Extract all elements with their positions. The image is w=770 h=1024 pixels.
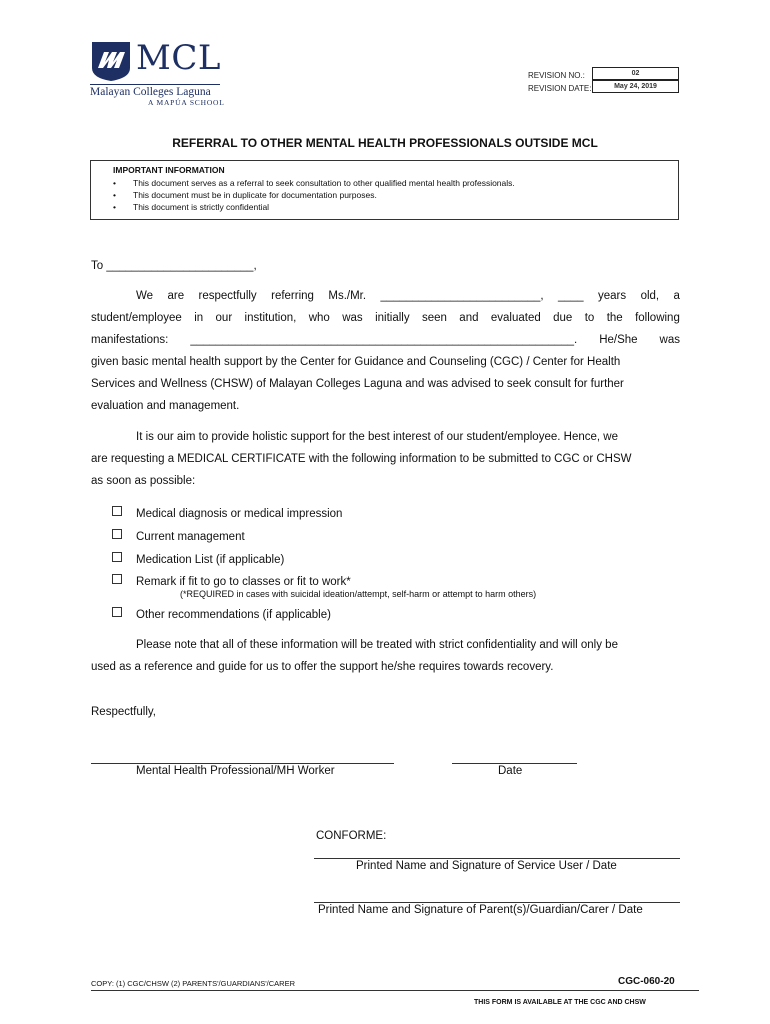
- word: was: [342, 312, 363, 324]
- word: We: [136, 290, 154, 302]
- mh-worker-label: Mental Health Professional/MH Worker: [136, 765, 335, 777]
- word: years: [598, 290, 627, 302]
- conforme-label: CONFORME:: [316, 830, 387, 842]
- word: the: [606, 312, 623, 324]
- checkbox[interactable]: [112, 552, 122, 562]
- revision-no-value: 02: [592, 67, 679, 80]
- checklist-label: Remark if fit to go to classes or fit to work*: [136, 576, 351, 588]
- checklist-label: Medical diagnosis or medical impression: [136, 508, 343, 520]
- info-item: • This document is strictly confidential: [133, 202, 269, 212]
- checkbox[interactable]: [112, 506, 122, 516]
- checklist-label: Other recommendations (if applicable): [136, 609, 331, 621]
- paragraph-1-line-6: evaluation and management.: [91, 400, 240, 412]
- word: ____________________________________________________________.: [190, 334, 578, 346]
- paragraph-2-line-2: are requesting a MEDICAL CERTIFICATE with the following information to be submitted to CGC or CHSW: [91, 453, 632, 465]
- checkbox[interactable]: [112, 529, 122, 539]
- checklist-label: Medication List (if applicable): [136, 554, 285, 566]
- footer-divider: [91, 990, 699, 991]
- word: referring: [271, 290, 314, 302]
- checklist-item-fit-remark[interactable]: [112, 574, 351, 588]
- word: our: [215, 312, 233, 324]
- word: student/employee: [91, 312, 182, 324]
- info-item: • This document serves as a referral to seek consultation to other qualified mental health professionals.: [133, 178, 515, 188]
- paragraph-3-line-2: used as a reference and guide for us to offer the support he/she requires towards recovery.: [91, 661, 554, 673]
- word: seen: [421, 312, 447, 324]
- word: who: [308, 312, 330, 324]
- word: respectfully: [198, 290, 257, 302]
- paragraph-1-line-5: Services and Wellness (CHSW) of Malayan Colleges Laguna and was advised to seek consult for further: [91, 378, 624, 390]
- paragraph-2-line-1: It is our aim to provide holistic support for the best interest of our student/employee. Hence, we: [136, 431, 618, 443]
- school-logo: [90, 40, 230, 106]
- word: and: [459, 312, 479, 324]
- checklist-label: Current management: [136, 531, 245, 543]
- closing: Respectfully,: [91, 706, 156, 718]
- paragraph-3-line-1: Please note that all of these information will be treated with strict confidentiality and will only be: [136, 639, 618, 651]
- word: initially: [375, 312, 410, 324]
- word: following: [635, 312, 680, 324]
- checklist-item-management[interactable]: [112, 529, 245, 543]
- paragraph-2-line-3: as soon as possible:: [91, 475, 196, 487]
- date-signature-line: [452, 763, 577, 764]
- checklist-item-diagnosis[interactable]: [112, 506, 342, 520]
- important-info-heading: IMPORTANT INFORMATION: [113, 165, 225, 175]
- word: was: [659, 334, 680, 346]
- logo-divider: [90, 84, 220, 85]
- paragraph-1-line-2: [91, 311, 680, 326]
- document-title: REFERRAL TO OTHER MENTAL HEALTH PROFESSIONALS OUTSIDE MCL: [172, 136, 598, 150]
- word: to: [584, 312, 595, 324]
- info-item: • This document must be in duplicate for documentation purposes.: [133, 190, 377, 200]
- school-subtitle: A MAPÚA SCHOOL: [148, 98, 225, 107]
- checkbox[interactable]: [112, 607, 122, 617]
- revision-no-label: REVISION NO.:: [528, 71, 585, 80]
- revision-date-value: May 24, 2019: [592, 80, 679, 93]
- revision-date-label: REVISION DATE:: [528, 84, 592, 93]
- word: are: [167, 290, 185, 302]
- word: institution,: [244, 312, 297, 324]
- checklist-required-note: (*REQUIRED in cases with suicidal ideation/attempt, self-harm or attempt to harm others): [180, 589, 537, 599]
- school-name: Malayan Colleges Laguna: [90, 86, 211, 98]
- service-user-signature-line: [314, 858, 680, 859]
- parent-signature-line: [314, 902, 680, 903]
- word: evaluated: [490, 312, 541, 324]
- checkbox[interactable]: [112, 574, 122, 584]
- mh-worker-signature-line: [91, 763, 394, 764]
- checklist-item-medication[interactable]: [112, 552, 284, 566]
- word: Ms./Mr.: [328, 290, 367, 302]
- word: old,: [640, 290, 660, 302]
- word: He/She: [599, 334, 638, 346]
- to-line: To _______________________,: [91, 260, 257, 272]
- copy-distribution: COPY: (1) CGC/CHSW (2) PARENTS'/GUARDIANS'/CARER: [91, 979, 295, 988]
- word: _________________________,: [380, 290, 544, 302]
- word: a: [673, 290, 680, 302]
- word: ____: [558, 290, 584, 302]
- form-availability-note: THIS FORM IS AVAILABLE AT THE CGC AND CHSW: [474, 999, 646, 1006]
- logo-wordmark: MCL: [136, 38, 221, 78]
- service-user-label: Printed Name and Signature of Service User / Date: [356, 860, 617, 872]
- important-info-box: [90, 160, 679, 220]
- mcl-shield-icon: [90, 40, 132, 82]
- paragraph-1-line-4: given basic mental health support by the Center for Guidance and Counseling (CGC) / Center for Health: [91, 356, 621, 368]
- checklist-item-other[interactable]: [112, 607, 331, 621]
- date-label: Date: [498, 765, 523, 777]
- word: due: [553, 312, 573, 324]
- paragraph-1-line-3: [91, 333, 680, 348]
- form-code: CGC-060-20: [618, 976, 675, 987]
- word: manifestations:: [91, 334, 169, 346]
- parent-label: Printed Name and Signature of Parent(s)/Guardian/Carer / Date: [318, 904, 643, 916]
- paragraph-1-line-1: [136, 289, 680, 304]
- word: in: [194, 312, 204, 324]
